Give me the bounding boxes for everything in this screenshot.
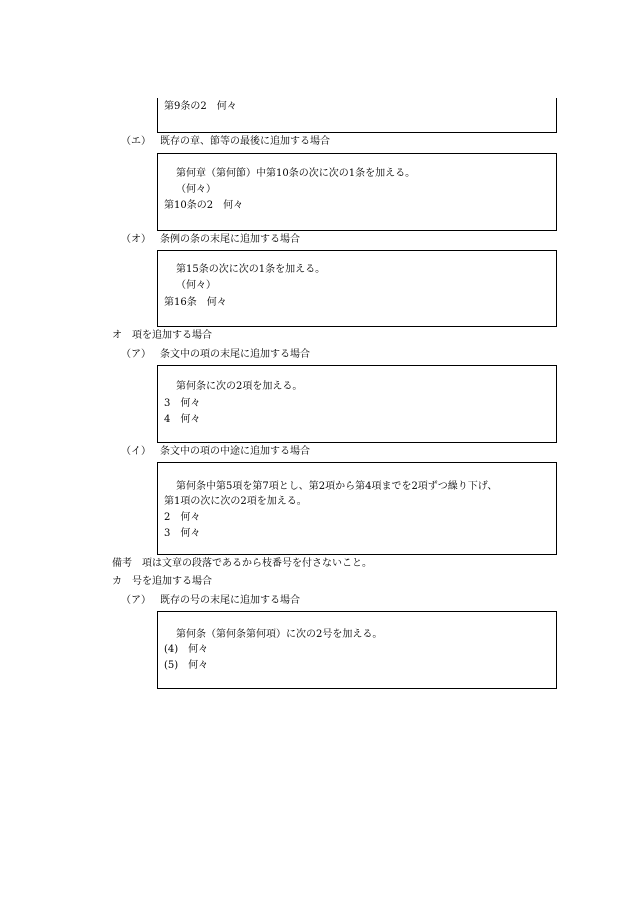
box-line: (4) 何々 <box>164 644 209 655</box>
section-heading: オ 項を追加する場合 <box>112 330 212 341</box>
box-line: 第何条（第何条第何項）に次の2号を加える。 <box>176 629 383 640</box>
item-heading: 条例の条の末尾に追加する場合 <box>160 234 300 245</box>
box-line: 第何条中第5項を第7項とし、第2項から第4項までを2項ずつ繰り下げ、 <box>176 481 498 492</box>
note-text: 備考 項は文章の段落であるから枝番号を付さないこと。 <box>112 558 372 569</box>
box-line: （何々） <box>176 184 216 195</box>
amendment-box <box>157 611 557 689</box>
box-line: （何々） <box>176 280 216 291</box>
item-heading: 既存の章、節等の最後に追加する場合 <box>160 136 330 147</box>
item-label: （ア） <box>121 349 151 360</box>
section-heading: カ 号を追加する場合 <box>112 576 212 587</box>
amendment-box <box>157 365 557 443</box>
amendment-box <box>157 153 557 231</box>
box-line: 第何条に次の2項を加える。 <box>176 381 303 392</box>
amendment-box <box>157 250 557 327</box>
amendment-box <box>157 462 557 555</box>
box-line: 4 何々 <box>164 414 201 425</box>
box-line: 第9条の2 何々 <box>164 101 237 112</box>
item-heading: 条文中の項の末尾に追加する場合 <box>160 349 310 360</box>
box-line: 第15条の次に次の1条を加える。 <box>176 264 326 275</box>
box-line: 3 何々 <box>164 528 201 539</box>
item-label: （オ） <box>121 234 151 245</box>
box-line: 2 何々 <box>164 512 201 523</box>
box-line: 第16条 何々 <box>164 297 227 308</box>
item-heading: 条文中の項の中途に追加する場合 <box>160 446 310 457</box>
box-line: (5) 何々 <box>164 660 209 671</box>
item-heading: 既存の号の末尾に追加する場合 <box>160 595 300 606</box>
item-label: （イ） <box>121 446 151 457</box>
box-line: 3 何々 <box>164 398 201 409</box>
box-line: 第10条の2 何々 <box>164 200 244 211</box>
item-label: （ア） <box>121 595 151 606</box>
box-line: 第1項の次に次の2項を加える。 <box>164 496 307 507</box>
box-line: 第何章（第何節）中第10条の次に次の1条を加える。 <box>176 168 416 179</box>
continued-amendment-box <box>157 98 557 133</box>
item-label: （エ） <box>121 136 151 147</box>
